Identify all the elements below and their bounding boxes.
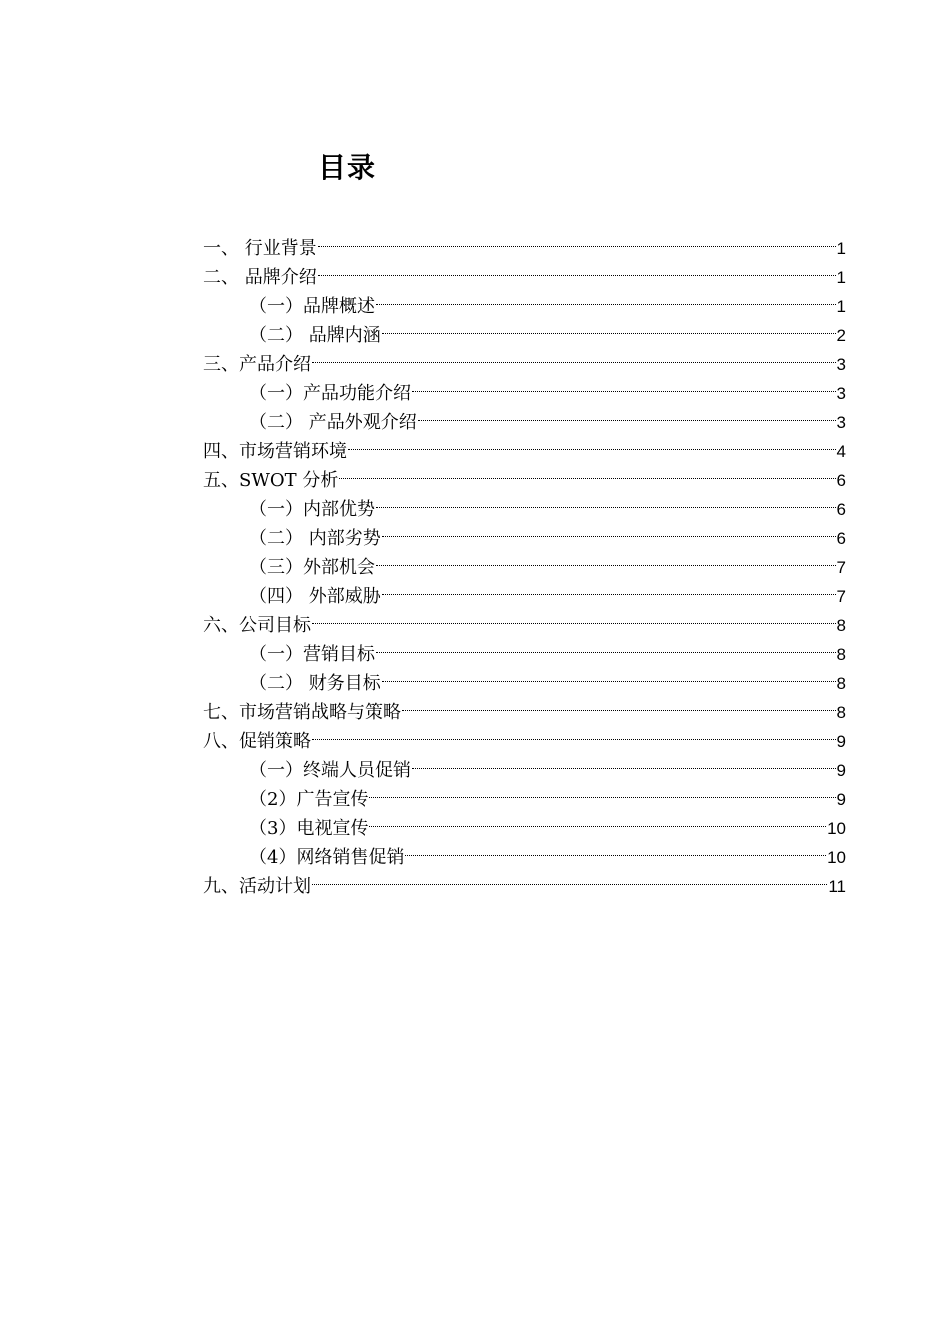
- toc-dot-leader: [412, 370, 836, 399]
- toc-dot-leader: [382, 515, 836, 544]
- toc-page-number: 9: [836, 732, 846, 751]
- toc-entry-label: 九、活动计划: [203, 876, 311, 897]
- toc-dot-leader: [382, 573, 836, 602]
- toc-page-number: 1: [836, 297, 846, 316]
- toc-entry-label: （二） 品牌内涵: [249, 325, 381, 346]
- toc-page-number: 11: [828, 877, 846, 896]
- toc-page-number: 6: [836, 471, 846, 490]
- toc-entry-label: 六、公司目标: [203, 615, 311, 636]
- toc-page-number: 8: [836, 616, 846, 635]
- toc-page-number: 3: [836, 384, 846, 403]
- toc-dot-leader: [318, 225, 836, 254]
- toc-page-number: 3: [836, 413, 846, 432]
- toc-entry-label: 八、促销策略: [203, 731, 311, 752]
- toc-entry-label: 二、 品牌介绍: [203, 267, 317, 288]
- toc-dot-leader: [376, 631, 836, 660]
- toc-entry-label: 五、SWOT 分析: [203, 470, 339, 491]
- toc-entry-label: （一）终端人员促销: [249, 760, 411, 781]
- toc-entry-label: （三）外部机会: [249, 557, 375, 578]
- toc-dot-leader: [318, 254, 836, 283]
- toc-list: [203, 225, 846, 897]
- toc-page-number: 6: [836, 500, 846, 519]
- toc-page-number: 1: [836, 268, 846, 287]
- toc-dot-leader: [348, 428, 836, 457]
- toc-page-number: 9: [836, 790, 846, 809]
- toc-entry-label: （2）广告宣传: [249, 789, 369, 810]
- toc-dot-leader: [382, 312, 836, 341]
- toc-page-number: 1: [836, 239, 846, 258]
- toc-page-number: 2: [836, 326, 846, 345]
- toc-entry-label: （二） 财务目标: [249, 673, 381, 694]
- toc-page-number: 8: [836, 645, 846, 664]
- toc-dot-leader: [369, 805, 826, 834]
- toc-dot-leader: [405, 834, 826, 863]
- toc-dot-leader: [339, 457, 835, 486]
- toc-entry[interactable]: [203, 225, 846, 259]
- toc-page-number: 4: [836, 442, 846, 461]
- toc-entry-label: （二） 产品外观介绍: [249, 412, 417, 433]
- toc-dot-leader: [312, 602, 836, 631]
- toc-page-number: 8: [836, 674, 846, 693]
- toc-page-number: 10: [827, 819, 846, 838]
- toc-entry-label: 一、 行业背景: [203, 238, 317, 259]
- toc-dot-leader: [418, 399, 836, 428]
- toc-dot-leader: [402, 689, 836, 718]
- toc-entry-label: 三、产品介绍: [203, 354, 311, 375]
- toc-dot-leader: [376, 544, 836, 573]
- toc-page-number: 10: [827, 848, 846, 867]
- toc-entry-label: （一）内部优势: [249, 499, 375, 520]
- toc-entry-label: （一）品牌概述: [249, 296, 375, 317]
- toc-entry-label: （一）产品功能介绍: [249, 383, 411, 404]
- toc-entry-label: （4）网络销售促销: [249, 847, 405, 868]
- toc-page-number: 3: [836, 355, 846, 374]
- toc-entry-label: 四、市场营销环境: [203, 441, 347, 462]
- toc-dot-leader: [312, 341, 836, 370]
- toc-dot-leader: [382, 660, 836, 689]
- toc-dot-leader: [369, 776, 835, 805]
- toc-entry-label: （一）营销目标: [249, 644, 375, 665]
- toc-page-number: 6: [836, 529, 846, 548]
- toc-dot-leader: [412, 747, 836, 776]
- toc-page-number: 7: [836, 587, 846, 606]
- toc-title: 目录: [318, 151, 377, 184]
- toc-dot-leader: [376, 283, 836, 312]
- toc-page-number: 7: [836, 558, 846, 577]
- toc-page-number: 9: [836, 761, 846, 780]
- toc-dot-leader: [376, 486, 836, 515]
- toc-dot-leader: [312, 718, 836, 747]
- toc-entry-label: （3）电视宣传: [249, 818, 369, 839]
- toc-entry-label: 七、市场营销战略与策略: [203, 702, 401, 723]
- toc-entry-label: （二） 内部劣势: [249, 528, 381, 549]
- toc-page-number: 8: [836, 703, 846, 722]
- toc-entry-label: （四） 外部威胁: [249, 586, 381, 607]
- toc-dot-leader: [312, 863, 827, 892]
